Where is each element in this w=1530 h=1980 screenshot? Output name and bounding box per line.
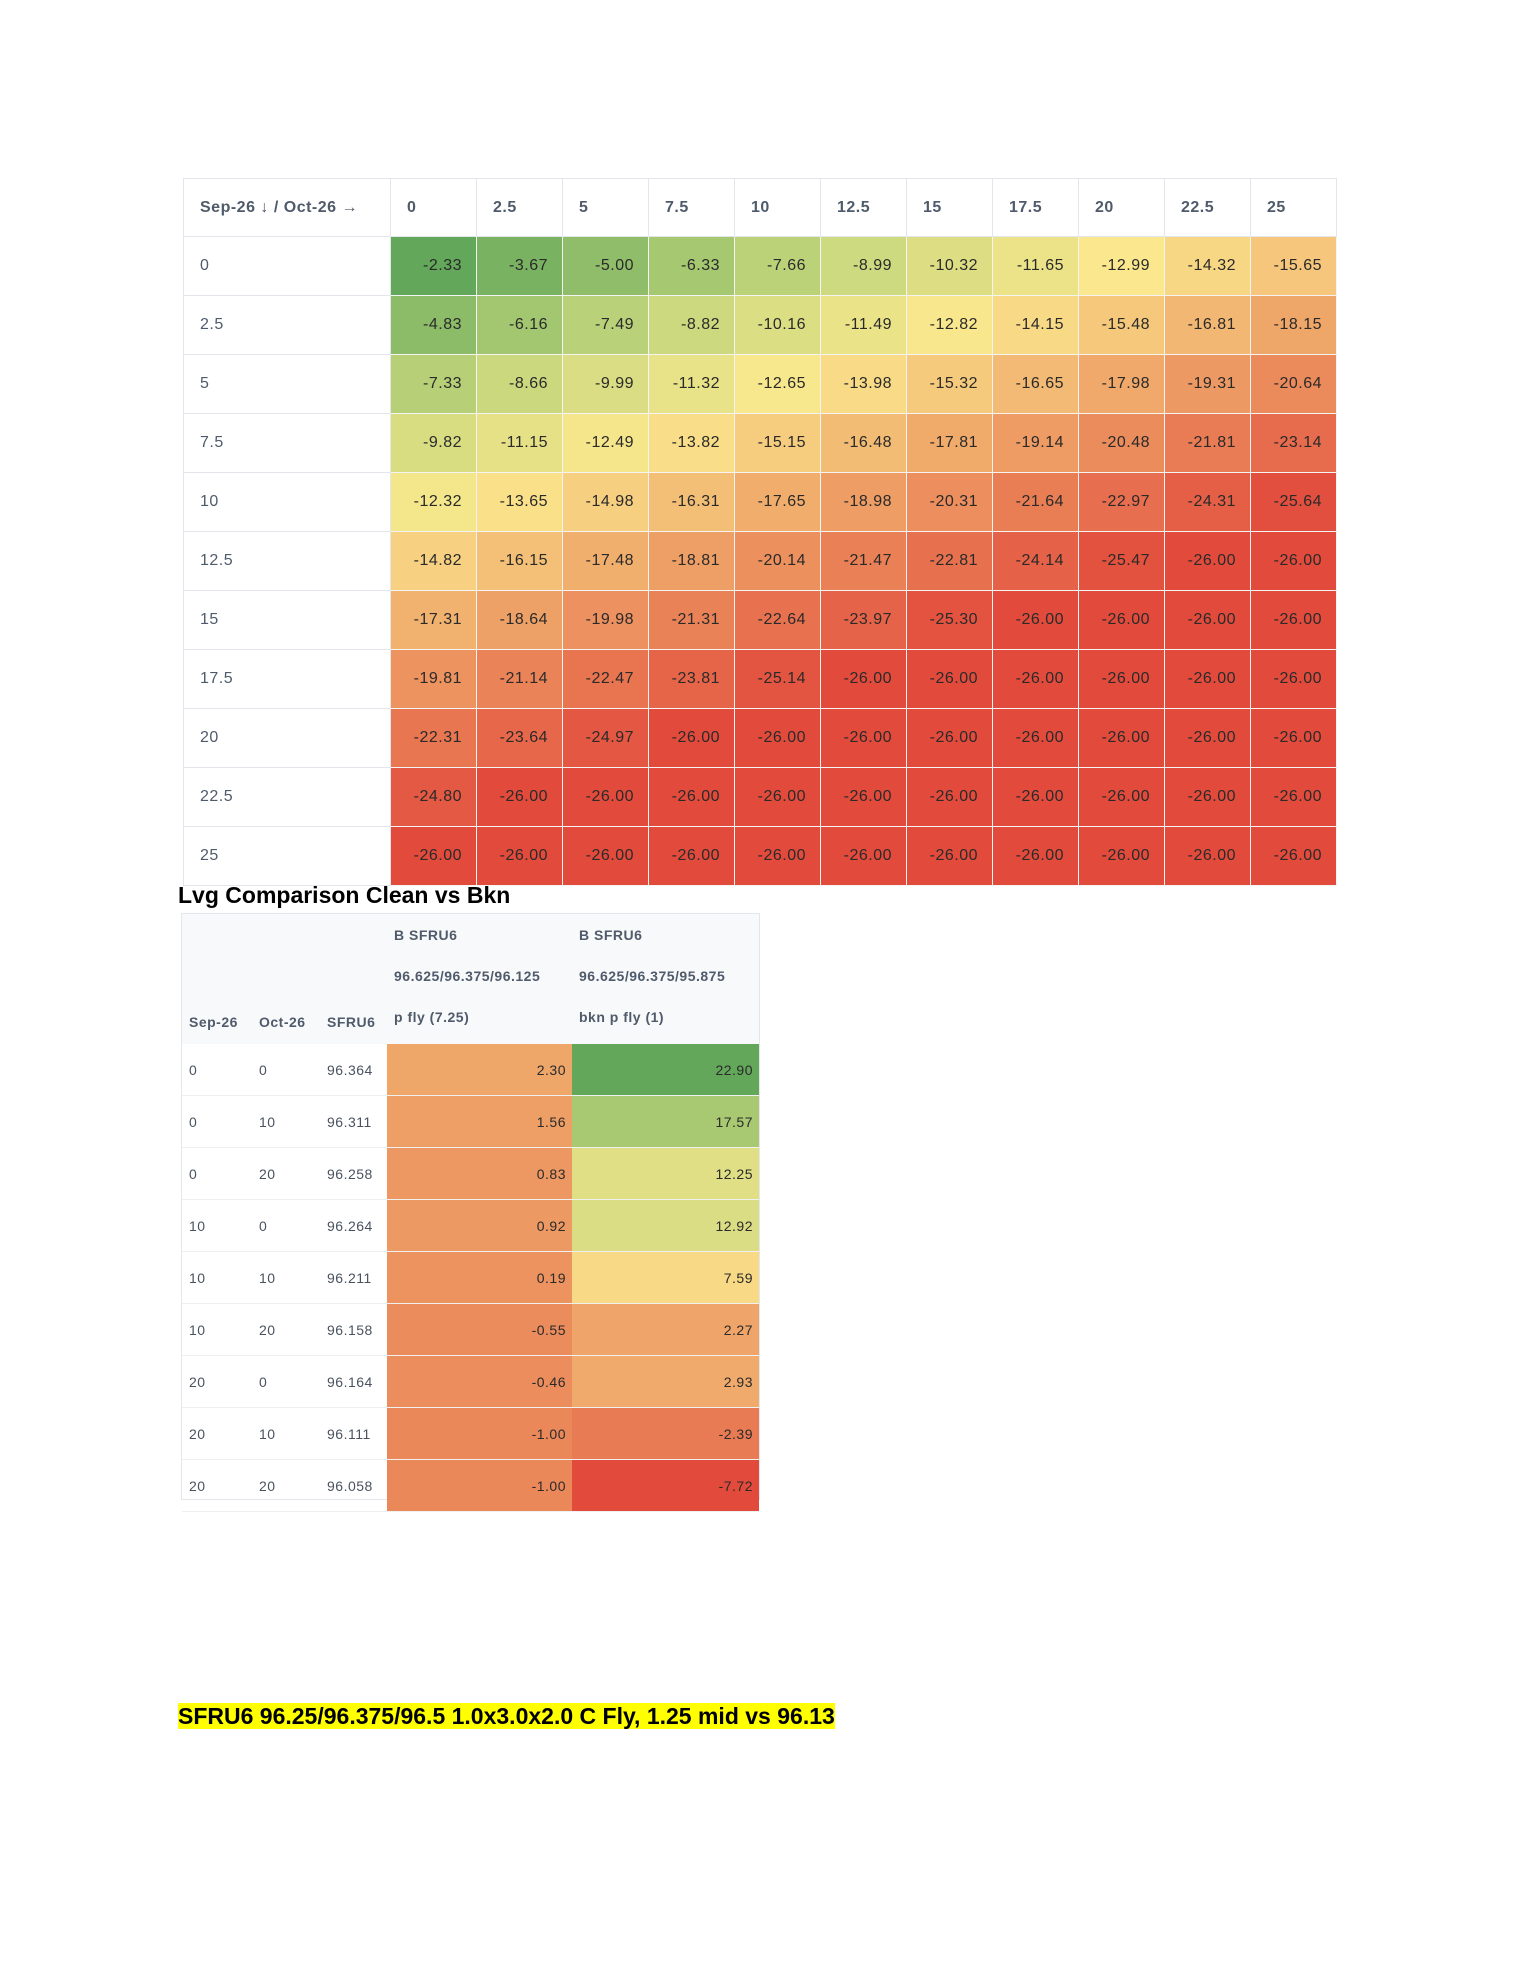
heatmap-row bbox=[184, 768, 1337, 827]
heatmap-cell: -23.14 bbox=[1251, 414, 1337, 473]
comparison-row bbox=[182, 1408, 759, 1460]
heatmap-cell: -26.00 bbox=[1079, 709, 1165, 768]
heatmap-cell: -26.00 bbox=[649, 827, 735, 886]
heatmap-column-header: 0 bbox=[391, 179, 477, 237]
heatmap-cell: -20.48 bbox=[1079, 414, 1165, 473]
heatmap-cell: -11.32 bbox=[649, 355, 735, 414]
heatmap-cell: -22.97 bbox=[1079, 473, 1165, 532]
heatmap-cell: -24.97 bbox=[563, 709, 649, 768]
heatmap-cell: -23.97 bbox=[821, 591, 907, 650]
heatmap-row-label: 2.5 bbox=[184, 296, 391, 355]
cell-sfru6: 96.264 bbox=[320, 1200, 387, 1252]
cell-bkn-fly: 7.59 bbox=[572, 1252, 759, 1304]
heatmap-cell: -19.98 bbox=[563, 591, 649, 650]
comparison-row bbox=[182, 1252, 759, 1304]
heatmap-cell: -26.00 bbox=[1165, 709, 1251, 768]
cell-oct-26: 20 bbox=[252, 1304, 320, 1356]
heatmap-cell: -16.81 bbox=[1165, 296, 1251, 355]
heatmap-cell: -26.00 bbox=[1165, 650, 1251, 709]
cell-bkn-fly: 12.92 bbox=[572, 1200, 759, 1252]
trade-note bbox=[178, 1703, 835, 1730]
cell-sep-26: 20 bbox=[182, 1356, 252, 1408]
heatmap-cell: -22.31 bbox=[391, 709, 477, 768]
heatmap-row bbox=[184, 591, 1337, 650]
heatmap-column-header: 20 bbox=[1079, 179, 1165, 237]
heatmap-cell: -13.98 bbox=[821, 355, 907, 414]
cell-sep-26: 20 bbox=[182, 1460, 252, 1512]
heatmap-cell: -16.31 bbox=[649, 473, 735, 532]
heatmap-cell: -24.31 bbox=[1165, 473, 1251, 532]
header-sfru6: SFRU6 bbox=[320, 914, 387, 1044]
heatmap-cell: -26.00 bbox=[477, 768, 563, 827]
comparison-row bbox=[182, 1356, 759, 1408]
cell-bkn-fly: 2.27 bbox=[572, 1304, 759, 1356]
heatmap-cell: -17.81 bbox=[907, 414, 993, 473]
heatmap-cell: -7.66 bbox=[735, 237, 821, 296]
heatmap-cell: -26.00 bbox=[821, 709, 907, 768]
heatmap-cell: -15.48 bbox=[1079, 296, 1165, 355]
heatmap-cell: -26.00 bbox=[1251, 591, 1337, 650]
heatmap-cell: -21.81 bbox=[1165, 414, 1251, 473]
heatmap-cell: -26.00 bbox=[1079, 650, 1165, 709]
heatmap-column-header: 25 bbox=[1251, 179, 1337, 237]
heatmap-cell: -26.00 bbox=[993, 768, 1079, 827]
heatmap-cell: -14.15 bbox=[993, 296, 1079, 355]
heatmap-cell: -8.99 bbox=[821, 237, 907, 296]
heatmap-cell: -21.47 bbox=[821, 532, 907, 591]
heatmap-cell: -26.00 bbox=[907, 709, 993, 768]
heatmap-cell: -25.64 bbox=[1251, 473, 1337, 532]
heatmap-cell: -23.64 bbox=[477, 709, 563, 768]
heatmap-column-header: 5 bbox=[563, 179, 649, 237]
heatmap-cell: -9.99 bbox=[563, 355, 649, 414]
cell-clean-fly: -0.55 bbox=[387, 1304, 572, 1356]
cell-bkn-fly: 2.93 bbox=[572, 1356, 759, 1408]
heatmap-cell: -11.49 bbox=[821, 296, 907, 355]
heatmap-cell: -23.81 bbox=[649, 650, 735, 709]
pnl-heatmap-table bbox=[183, 178, 1337, 886]
heatmap-column-header: 12.5 bbox=[821, 179, 907, 237]
heatmap-row-label: 10 bbox=[184, 473, 391, 532]
heatmap-cell: -26.00 bbox=[477, 827, 563, 886]
heatmap-cell: -16.65 bbox=[993, 355, 1079, 414]
heatmap-cell: -18.81 bbox=[649, 532, 735, 591]
heatmap-cell: -25.47 bbox=[1079, 532, 1165, 591]
cell-clean-fly: 2.30 bbox=[387, 1044, 572, 1096]
heatmap-row-label: 22.5 bbox=[184, 768, 391, 827]
heatmap-cell: -15.32 bbox=[907, 355, 993, 414]
heatmap-cell: -19.31 bbox=[1165, 355, 1251, 414]
cell-clean-fly: -1.00 bbox=[387, 1408, 572, 1460]
heatmap-cell: -24.80 bbox=[391, 768, 477, 827]
comparison-row bbox=[182, 1148, 759, 1200]
heatmap-cell: -8.66 bbox=[477, 355, 563, 414]
heatmap-cell: -26.00 bbox=[1165, 768, 1251, 827]
heatmap-cell: -17.31 bbox=[391, 591, 477, 650]
heatmap-row-label: 17.5 bbox=[184, 650, 391, 709]
cell-sfru6: 96.158 bbox=[320, 1304, 387, 1356]
cell-bkn-fly: 12.25 bbox=[572, 1148, 759, 1200]
heatmap-cell: -26.00 bbox=[993, 591, 1079, 650]
heatmap-row-label: 15 bbox=[184, 591, 391, 650]
heatmap-cell: -11.15 bbox=[477, 414, 563, 473]
heatmap-cell: -4.83 bbox=[391, 296, 477, 355]
trade-note-highlight: SFRU6 96.25/96.375/96.5 1.0x3.0x2.0 C Fly, 1.25 mid vs 96.13 bbox=[178, 1703, 835, 1729]
heatmap-row-label: 20 bbox=[184, 709, 391, 768]
heatmap-cell: -19.14 bbox=[993, 414, 1079, 473]
heatmap-cell: -25.30 bbox=[907, 591, 993, 650]
heatmap-cell: -21.31 bbox=[649, 591, 735, 650]
heatmap-cell: -25.14 bbox=[735, 650, 821, 709]
cell-oct-26: 0 bbox=[252, 1356, 320, 1408]
heatmap-cell: -17.48 bbox=[563, 532, 649, 591]
heatmap-cell: -12.49 bbox=[563, 414, 649, 473]
heatmap-cell: -26.00 bbox=[649, 709, 735, 768]
heatmap-column-header: 2.5 bbox=[477, 179, 563, 237]
heatmap-cell: -13.82 bbox=[649, 414, 735, 473]
heatmap-column-header: 22.5 bbox=[1165, 179, 1251, 237]
heatmap-cell: -15.15 bbox=[735, 414, 821, 473]
comparison-row bbox=[182, 1460, 759, 1512]
heatmap-cell: -20.31 bbox=[907, 473, 993, 532]
heatmap-cell: -20.64 bbox=[1251, 355, 1337, 414]
cell-sfru6: 96.211 bbox=[320, 1252, 387, 1304]
cell-clean-fly: 0.19 bbox=[387, 1252, 572, 1304]
heatmap-row bbox=[184, 296, 1337, 355]
heatmap-cell: -12.65 bbox=[735, 355, 821, 414]
heatmap-cell: -18.15 bbox=[1251, 296, 1337, 355]
cell-sfru6: 96.311 bbox=[320, 1096, 387, 1148]
heatmap-cell: -11.65 bbox=[993, 237, 1079, 296]
heatmap-cell: -26.00 bbox=[563, 768, 649, 827]
comparison-title: Lvg Comparison Clean vs Bkn bbox=[178, 882, 511, 908]
cell-bkn-fly: 22.90 bbox=[572, 1044, 759, 1096]
cell-sfru6: 96.258 bbox=[320, 1148, 387, 1200]
heatmap-column-header: 7.5 bbox=[649, 179, 735, 237]
heatmap-cell: -6.33 bbox=[649, 237, 735, 296]
cell-oct-26: 10 bbox=[252, 1408, 320, 1460]
heatmap-cell: -20.14 bbox=[735, 532, 821, 591]
heatmap-cell: -26.00 bbox=[1251, 768, 1337, 827]
heatmap-cell: -26.00 bbox=[993, 827, 1079, 886]
cell-sfru6: 96.111 bbox=[320, 1408, 387, 1460]
heatmap-row bbox=[184, 237, 1337, 296]
cell-oct-26: 0 bbox=[252, 1044, 320, 1096]
cell-sep-26: 10 bbox=[182, 1200, 252, 1252]
cell-sfru6: 96.364 bbox=[320, 1044, 387, 1096]
cell-sep-26: 0 bbox=[182, 1096, 252, 1148]
cell-sep-26: 10 bbox=[182, 1252, 252, 1304]
comparison-body bbox=[182, 1044, 759, 1512]
heatmap-row bbox=[184, 532, 1337, 591]
cell-clean-fly: -1.00 bbox=[387, 1460, 572, 1512]
heatmap-row bbox=[184, 355, 1337, 414]
heatmap-cell: -15.65 bbox=[1251, 237, 1337, 296]
cell-bkn-fly: -2.39 bbox=[572, 1408, 759, 1460]
comparison-table bbox=[182, 914, 759, 1512]
heatmap-cell: -26.00 bbox=[563, 827, 649, 886]
heatmap-column-header: 15 bbox=[907, 179, 993, 237]
heatmap-row-label: 25 bbox=[184, 827, 391, 886]
heatmap-body bbox=[184, 237, 1337, 886]
heatmap-cell: -17.98 bbox=[1079, 355, 1165, 414]
cell-sfru6: 96.058 bbox=[320, 1460, 387, 1512]
heatmap-cell: -26.00 bbox=[1079, 768, 1165, 827]
heatmap-cell: -8.82 bbox=[649, 296, 735, 355]
comparison-row bbox=[182, 1200, 759, 1252]
heatmap-cell: -9.82 bbox=[391, 414, 477, 473]
header-oct-26: Oct-26 bbox=[252, 914, 320, 1044]
heatmap-cell: -5.00 bbox=[563, 237, 649, 296]
heatmap-cell: -16.15 bbox=[477, 532, 563, 591]
heatmap-cell: -26.00 bbox=[1251, 532, 1337, 591]
heatmap-cell: -21.14 bbox=[477, 650, 563, 709]
heatmap-row bbox=[184, 650, 1337, 709]
heatmap-header-row bbox=[184, 179, 1337, 237]
heatmap-cell: -26.00 bbox=[1251, 827, 1337, 886]
heatmap-cell: -10.16 bbox=[735, 296, 821, 355]
header-clean-fly: B SFRU6 96.625/96.375/96.125 p fly (7.25) bbox=[387, 914, 572, 1044]
cell-sep-26: 0 bbox=[182, 1148, 252, 1200]
heatmap-cell: -14.32 bbox=[1165, 237, 1251, 296]
heatmap-cell: -19.81 bbox=[391, 650, 477, 709]
heatmap-cell: -7.49 bbox=[563, 296, 649, 355]
comparison-header-row bbox=[182, 914, 759, 1044]
heatmap-cell: -10.32 bbox=[907, 237, 993, 296]
heatmap-cell: -26.00 bbox=[735, 827, 821, 886]
comparison-row bbox=[182, 1044, 759, 1096]
cell-oct-26: 0 bbox=[252, 1200, 320, 1252]
heatmap-row bbox=[184, 709, 1337, 768]
heatmap-cell: -22.81 bbox=[907, 532, 993, 591]
heatmap-cell: -3.67 bbox=[477, 237, 563, 296]
heatmap-cell: -26.00 bbox=[821, 650, 907, 709]
cell-oct-26: 10 bbox=[252, 1252, 320, 1304]
heatmap-cell: -26.00 bbox=[993, 650, 1079, 709]
heatmap-cell: -22.64 bbox=[735, 591, 821, 650]
heatmap-row-label: 12.5 bbox=[184, 532, 391, 591]
cell-clean-fly: 0.83 bbox=[387, 1148, 572, 1200]
heatmap-row-label: 0 bbox=[184, 237, 391, 296]
comparison-table-container bbox=[181, 913, 760, 1500]
heatmap-cell: -14.98 bbox=[563, 473, 649, 532]
cell-oct-26: 10 bbox=[252, 1096, 320, 1148]
cell-sep-26: 20 bbox=[182, 1408, 252, 1460]
heatmap-cell: -26.00 bbox=[907, 768, 993, 827]
heatmap-row-label: 7.5 bbox=[184, 414, 391, 473]
heatmap-cell: -14.82 bbox=[391, 532, 477, 591]
cell-sep-26: 10 bbox=[182, 1304, 252, 1356]
heatmap-row bbox=[184, 414, 1337, 473]
heatmap-corner-label: Sep-26 ↓ / Oct-26 → bbox=[184, 179, 391, 237]
heatmap-cell: -24.14 bbox=[993, 532, 1079, 591]
heatmap-cell: -26.00 bbox=[735, 709, 821, 768]
heatmap-cell: -18.98 bbox=[821, 473, 907, 532]
heatmap-cell: -18.64 bbox=[477, 591, 563, 650]
heatmap-cell: -26.00 bbox=[907, 827, 993, 886]
heatmap-cell: -26.00 bbox=[1165, 827, 1251, 886]
cell-oct-26: 20 bbox=[252, 1148, 320, 1200]
heatmap-column-header: 17.5 bbox=[993, 179, 1079, 237]
heatmap-cell: -2.33 bbox=[391, 237, 477, 296]
heatmap-row bbox=[184, 827, 1337, 886]
heatmap-row-label: 5 bbox=[184, 355, 391, 414]
comparison-row bbox=[182, 1304, 759, 1356]
cell-clean-fly: -0.46 bbox=[387, 1356, 572, 1408]
heatmap-cell: -16.48 bbox=[821, 414, 907, 473]
cell-oct-26: 20 bbox=[252, 1460, 320, 1512]
heatmap-cell: -26.00 bbox=[1251, 650, 1337, 709]
cell-bkn-fly: 17.57 bbox=[572, 1096, 759, 1148]
cell-bkn-fly: -7.72 bbox=[572, 1460, 759, 1512]
heatmap-cell: -6.16 bbox=[477, 296, 563, 355]
heatmap-cell: -26.00 bbox=[735, 768, 821, 827]
heatmap-cell: -26.00 bbox=[649, 768, 735, 827]
heatmap-cell: -26.00 bbox=[1251, 709, 1337, 768]
header-bkn-fly: B SFRU6 96.625/96.375/95.875 bkn p fly (1) bbox=[572, 914, 759, 1044]
heatmap-cell: -26.00 bbox=[1079, 827, 1165, 886]
heatmap-cell: -12.32 bbox=[391, 473, 477, 532]
cell-sep-26: 0 bbox=[182, 1044, 252, 1096]
heatmap-cell: -26.00 bbox=[907, 650, 993, 709]
comparison-row bbox=[182, 1096, 759, 1148]
heatmap-cell: -26.00 bbox=[1165, 532, 1251, 591]
heatmap-cell: -26.00 bbox=[821, 827, 907, 886]
heatmap-cell: -22.47 bbox=[563, 650, 649, 709]
heatmap-cell: -7.33 bbox=[391, 355, 477, 414]
heatmap-cell: -26.00 bbox=[993, 709, 1079, 768]
heatmap-row bbox=[184, 473, 1337, 532]
heatmap-cell: -13.65 bbox=[477, 473, 563, 532]
heatmap-cell: -26.00 bbox=[821, 768, 907, 827]
heatmap-cell: -12.99 bbox=[1079, 237, 1165, 296]
cell-sfru6: 96.164 bbox=[320, 1356, 387, 1408]
heatmap-cell: -26.00 bbox=[1079, 591, 1165, 650]
heatmap-column-header: 10 bbox=[735, 179, 821, 237]
heatmap-cell: -12.82 bbox=[907, 296, 993, 355]
heatmap-cell: -26.00 bbox=[391, 827, 477, 886]
heatmap-cell: -21.64 bbox=[993, 473, 1079, 532]
heatmap-cell: -17.65 bbox=[735, 473, 821, 532]
heatmap-cell: -26.00 bbox=[1165, 591, 1251, 650]
cell-clean-fly: 1.56 bbox=[387, 1096, 572, 1148]
header-sep-26: Sep-26 bbox=[182, 914, 252, 1044]
cell-clean-fly: 0.92 bbox=[387, 1200, 572, 1252]
